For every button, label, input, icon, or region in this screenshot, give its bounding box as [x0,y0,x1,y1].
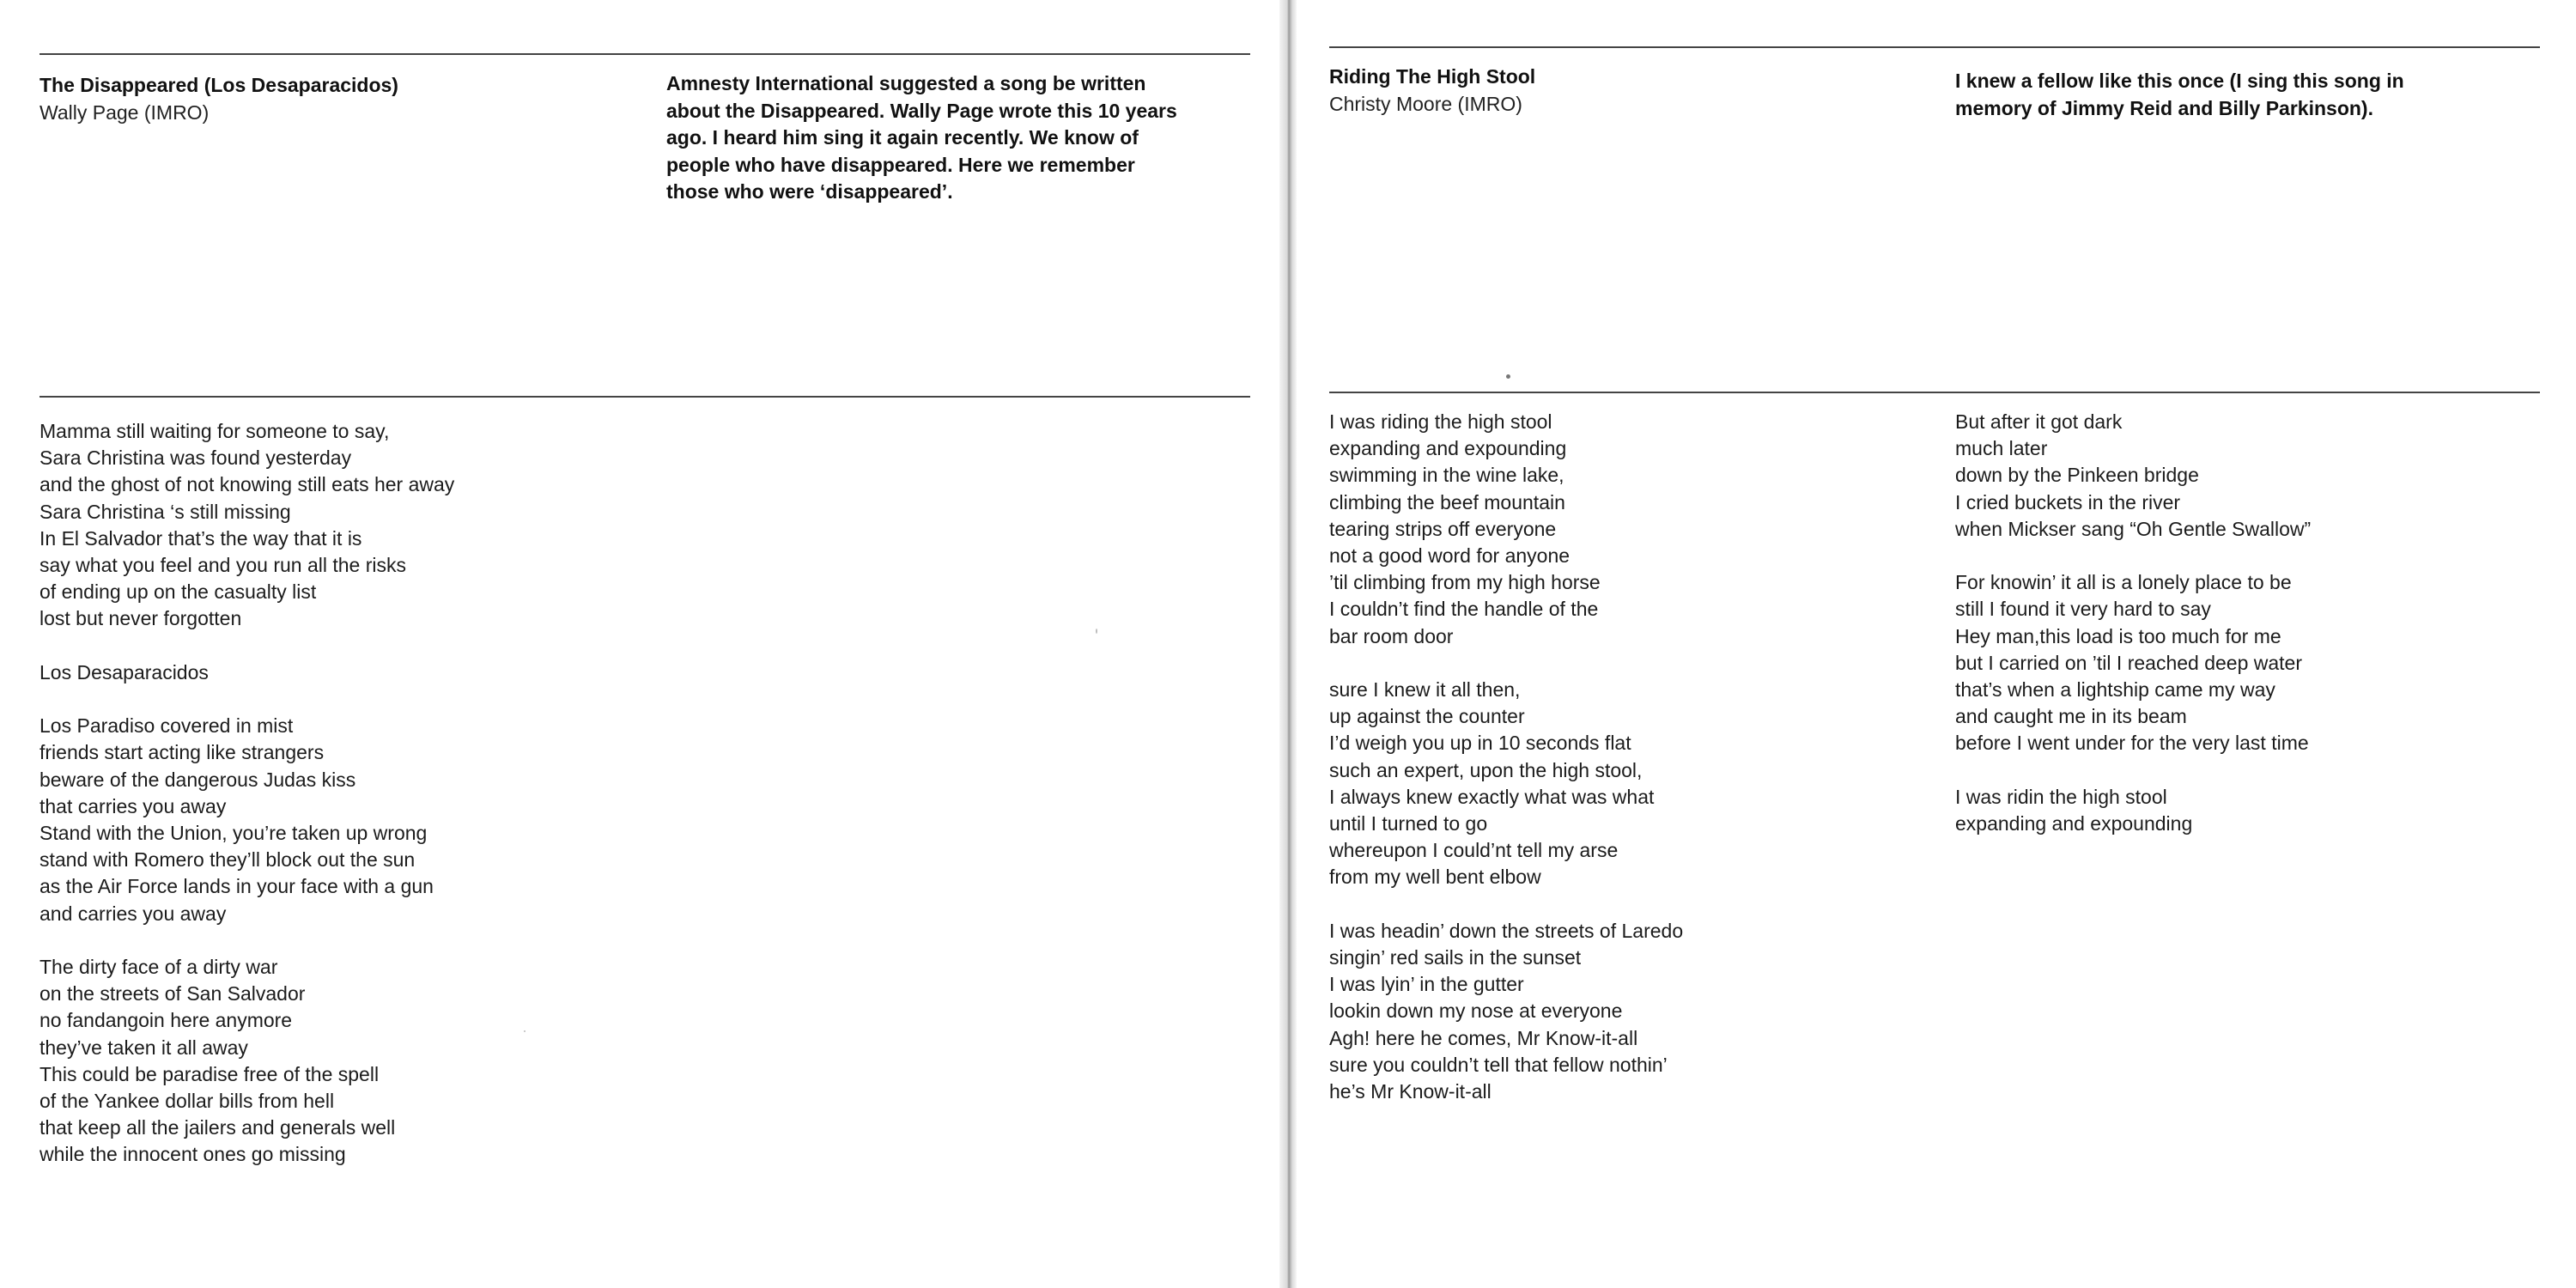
lyrics-rule [39,396,1250,398]
top-rule [1329,46,2540,48]
text-line: and the ghost of not knowing still eats her away [39,473,455,496]
book-gutter [1279,0,1297,1288]
text-line: still I found it very hard to say [1955,598,2211,621]
text-line: friends start acting like strangers [39,741,325,764]
text-line: of ending up on the casualty list [39,580,317,604]
text-line: expanding and expounding [1955,812,2193,835]
song-note [666,70,1177,206]
text-line: no fandangoin here anymore [39,1009,293,1032]
text-line: whereupon I could’nt tell my arse [1329,839,1619,862]
paper-speck [1096,629,1097,634]
text-line: Los Desaparacidos [39,660,209,683]
text-line: For knowin’ it all is a lonely place to be [1955,571,2292,594]
text-line: Sara Christina was found yesterday [39,447,352,470]
right-page [1297,0,2576,1288]
text-line: down by the Pinkeen bridge [1955,464,2199,487]
text-line: that keep all the jailers and generals well [39,1116,396,1139]
text-line: I couldn’t find the handle of the [1329,598,1599,621]
text-line: before I went under for the very last time [1955,732,2309,755]
text-line: much later [1955,437,2048,460]
text-line: This could be paradise free of the spell [39,1062,380,1085]
paper-speck [1506,374,1510,379]
text-line: The dirty face of a dirty war [39,956,278,979]
text-line: ’til climbing from my high horse [1329,571,1601,594]
song-title: The Disappeared (Los Desaparacidos) [39,74,398,96]
text-line: Agh! here he comes, Mr Know-it-all [1329,1026,1638,1049]
text-line: Mamma still waiting for someone to say, [39,420,390,442]
text-line: not a good word for anyone [1329,544,1571,568]
text-line: climbing the beef mountain [1329,490,1565,513]
text-line: singin’ red sails in the sunset [1329,946,1582,969]
top-rule [39,53,1250,55]
text-line: I was ridin the high stool [1955,785,2167,808]
text-line: from my well bent elbow [1329,866,1541,889]
text-line: while the innocent ones go missing [39,1143,346,1166]
left-page [0,0,1279,1288]
text-line: about the Disappeared. Wally Page wrote this 10 years [666,99,1177,122]
text-line: bar room door [1329,624,1454,647]
stanza-break [1329,891,1683,918]
text-line: Amnesty International suggested a song be written [666,72,1146,94]
text-line: they’ve taken it all away [39,1036,248,1059]
text-line: I’d weigh you up in 10 seconds flat [1329,732,1631,755]
text-line: but I carried on ’til I reached deep water [1955,651,2303,674]
text-line: I was riding the high stool [1329,410,1552,433]
lyrics-block [39,418,454,1169]
text-line: beware of the dangerous Judas kiss [39,768,356,791]
text-line: of the Yankee dollar bills from hell [39,1090,335,1113]
text-line: stand with Romero they’ll block out the sun [39,848,416,872]
text-line: those who were ‘disappeared’. [666,180,953,203]
text-line: when Mickser sang “Oh Gentle Swallow” [1955,517,2312,540]
text-line: I always knew exactly what was what [1329,785,1655,808]
lyrics-column-2 [1955,409,2311,837]
song-note [1955,68,2404,122]
text-line: memory of Jimmy Reid and Billy Parkinson). [1955,96,2373,119]
text-line: until I turned to go [1329,812,1488,835]
text-line: that’s when a lightship came my way [1955,678,2275,702]
song-title: Riding The High Stool [1329,65,1536,88]
text-line: swimming in the wine lake, [1329,464,1564,487]
text-line: Hey man,this load is too much for me [1955,624,2281,647]
lyrics-rule [1329,392,2540,393]
text-line: I cried buckets in the river [1955,490,2181,513]
song-credit: Wally Page (IMRO) [39,101,210,124]
text-line: and caught me in its beam [1955,705,2187,728]
text-line: people who have disappeared. Here we remember [666,153,1135,176]
text-line: Sara Christina ‘s still missing [39,500,291,523]
text-line: expanding and expounding [1329,437,1567,460]
lyrics-column-1 [1329,409,1683,1105]
text-line: Stand with the Union, you’re taken up wrong [39,822,428,845]
text-line: In El Salvador that’s the way that it is [39,526,362,550]
text-line: I knew a fellow like this once (I sing this song in [1955,70,2404,92]
stanza-break [39,927,454,954]
stanza-break [39,633,454,659]
text-line: ago. I heard him sing it again recently. We know of [666,126,1139,149]
text-line: But after it got dark [1955,410,2123,433]
text-line: he’s Mr Know-it-all [1329,1080,1492,1103]
text-line: I was headin’ down the streets of Laredo [1329,919,1684,942]
text-line: lookin down my nose at everyone [1329,999,1623,1023]
text-line: and carries you away [39,902,227,925]
text-line: lost but never forgotten [39,607,242,630]
text-line: Los Paradiso covered in mist [39,714,294,738]
stanza-break [1329,650,1683,677]
text-line: as the Air Force lands in your face with a gun [39,875,434,898]
text-line: say what you feel and you run all the risks [39,554,407,577]
paper-speck [524,1030,526,1032]
text-line: on the streets of San Salvador [39,982,306,1005]
text-line: I was lyin’ in the gutter [1329,973,1524,996]
text-line: up against the counter [1329,705,1525,728]
stanza-break [1955,757,2311,784]
text-line: such an expert, upon the high stool, [1329,758,1643,781]
text-line: tearing strips off everyone [1329,517,1557,540]
text-line: that carries you away [39,794,227,817]
stanza-break [1955,543,2311,569]
song-credit: Christy Moore (IMRO) [1329,93,1522,115]
text-line: sure you couldn’t tell that fellow nothin’ [1329,1053,1668,1076]
stanza-break [39,686,454,713]
text-line: sure I knew it all then, [1329,678,1521,702]
